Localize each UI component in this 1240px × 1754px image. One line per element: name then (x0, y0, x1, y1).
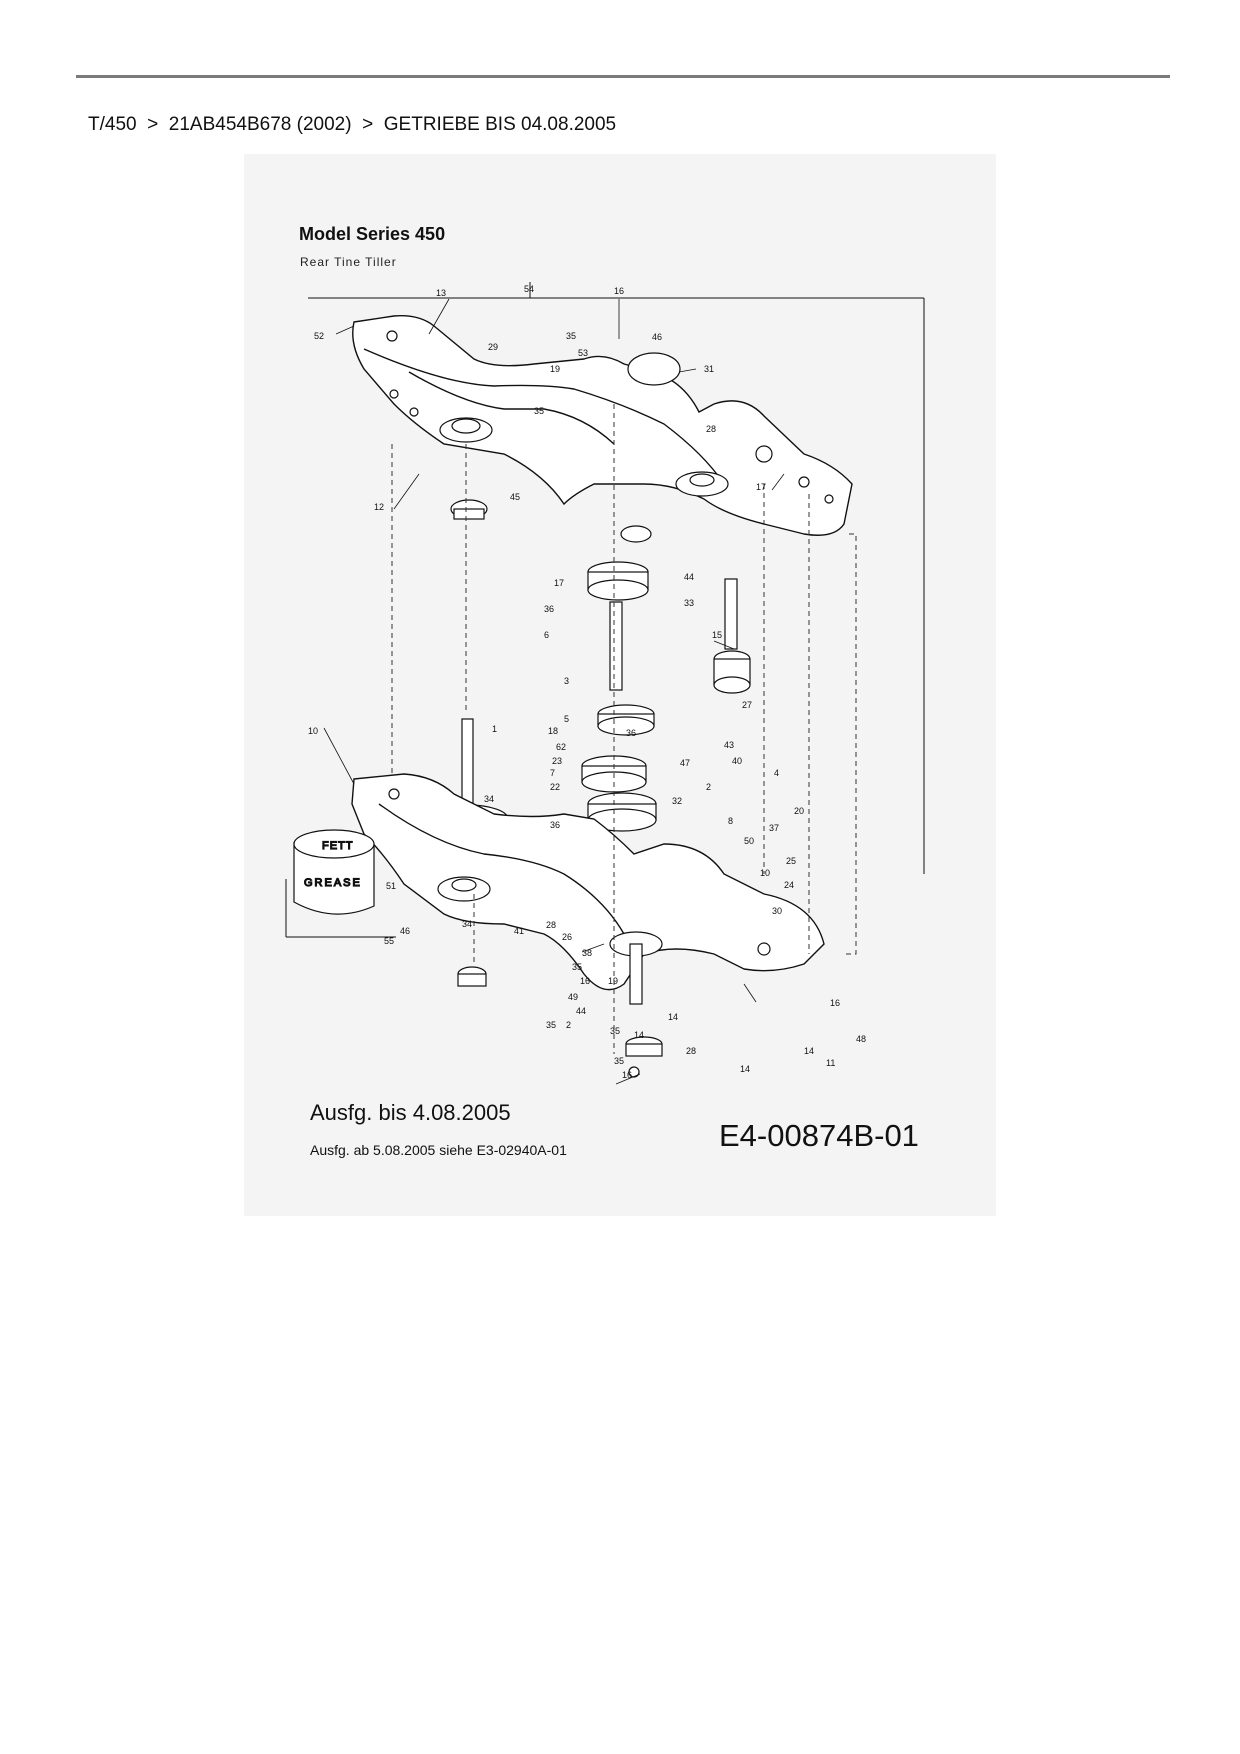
grease-can (294, 830, 374, 914)
callout-label: 17 (756, 482, 767, 492)
callout-label: 45 (510, 492, 521, 502)
callout-label: 55 (384, 936, 395, 946)
callout-label: 11 (826, 1058, 836, 1068)
callout-label: 14 (634, 1030, 645, 1040)
callout-label: 1 (492, 724, 498, 734)
callout-label: 41 (514, 926, 525, 936)
callout-label: 12 (374, 502, 385, 512)
callout-label: 34 (462, 919, 473, 929)
callout-label: 36 (550, 820, 561, 830)
callout-label: 53 (578, 348, 589, 358)
callout-label: 49 (568, 992, 579, 1002)
drawing-number: E4-00874B-01 (719, 1118, 919, 1153)
callout-label: 15 (712, 630, 723, 640)
callout-label: 10 (308, 726, 319, 736)
callout-label: 31 (704, 364, 715, 374)
upper-housing-half (353, 316, 852, 536)
exploded-view-drawing (244, 154, 996, 1216)
breadcrumb[interactable]: T/450 > 21AB454B678 (2002) > GETRIEBE BIS 04.08.2005 (88, 114, 617, 135)
callout-label: 36 (544, 604, 555, 614)
callout-label: 35 (610, 1026, 621, 1036)
callout-label: 25 (786, 856, 797, 866)
callout-label: 33 (684, 598, 695, 608)
callout-label: 54 (524, 284, 535, 294)
callout-label: 44 (576, 1006, 587, 1016)
callout-label: 20 (794, 806, 805, 816)
callout-label: 2 (566, 1020, 572, 1030)
callout-label: 14 (740, 1064, 751, 1074)
callout-label: 35 (534, 406, 545, 416)
callout-label: 22 (550, 782, 561, 792)
callout-label: 34 (484, 794, 495, 804)
grease-can-label-2: GREASE (304, 877, 362, 889)
callout-label: 37 (769, 823, 780, 833)
callout-label: 6 (544, 630, 550, 640)
callout-label: 14 (668, 1012, 679, 1022)
callout-label: 35 (572, 962, 583, 972)
callout-label: 16 (614, 286, 625, 296)
valid-from-note: Ausfg. ab 5.08.2005 siehe E3-02940A-01 (310, 1142, 567, 1158)
callout-label: 23 (552, 756, 563, 766)
callout-label: 10 (760, 868, 771, 878)
callout-label: 26 (562, 932, 573, 942)
callout-label: 28 (706, 424, 717, 434)
callout-label: 40 (732, 756, 743, 766)
callout-label: 38 (582, 948, 593, 958)
parts-diagram (244, 154, 996, 1216)
callout-label: 35 (614, 1056, 625, 1066)
callout-label: 35 (566, 331, 577, 341)
callout-label: 47 (680, 758, 691, 768)
callout-label: 35 (546, 1020, 557, 1030)
callout-label: 36 (626, 728, 637, 738)
callout-label: 27 (742, 700, 753, 710)
callout-label: 29 (488, 342, 499, 352)
callout-label: 32 (672, 796, 683, 806)
callout-label: 46 (652, 332, 663, 342)
model-title: Model Series 450 (299, 224, 446, 244)
callout-label: 16 (622, 1070, 633, 1080)
callout-label: 2 (706, 782, 712, 792)
callout-label: 14 (804, 1046, 815, 1056)
callout-label: 13 (436, 288, 447, 298)
callout-label: 43 (724, 740, 735, 750)
callout-label: 7 (550, 768, 556, 778)
callout-label: 50 (744, 836, 755, 846)
callout-label: 16 (830, 998, 841, 1008)
callout-label: 16 (580, 976, 591, 986)
callout-label: 18 (548, 726, 559, 736)
callout-label: 51 (386, 881, 397, 891)
callout-label: 28 (686, 1046, 697, 1056)
callout-label: 52 (314, 331, 325, 341)
valid-until-note: Ausfg. bis 4.08.2005 (310, 1100, 511, 1125)
callout-label: 19 (550, 364, 561, 374)
callout-label: 48 (856, 1034, 867, 1044)
callout-label: 5 (564, 714, 570, 724)
callout-label: 30 (772, 906, 783, 916)
callout-label: 8 (728, 816, 734, 826)
callout-label: 24 (784, 880, 795, 890)
callout-label: 4 (774, 768, 780, 778)
model-subtitle: Rear Tine Tiller (300, 255, 397, 269)
callout-label: 44 (684, 572, 695, 582)
callout-label: 28 (546, 920, 557, 930)
header-rule (76, 75, 1170, 78)
callout-label: 46 (400, 926, 411, 936)
callout-label: 19 (608, 976, 619, 986)
callout-label: 3 (564, 676, 570, 686)
callout-label: 17 (554, 578, 565, 588)
callout-label: 62 (556, 742, 567, 752)
grease-can-label-1: FETT (322, 840, 354, 852)
